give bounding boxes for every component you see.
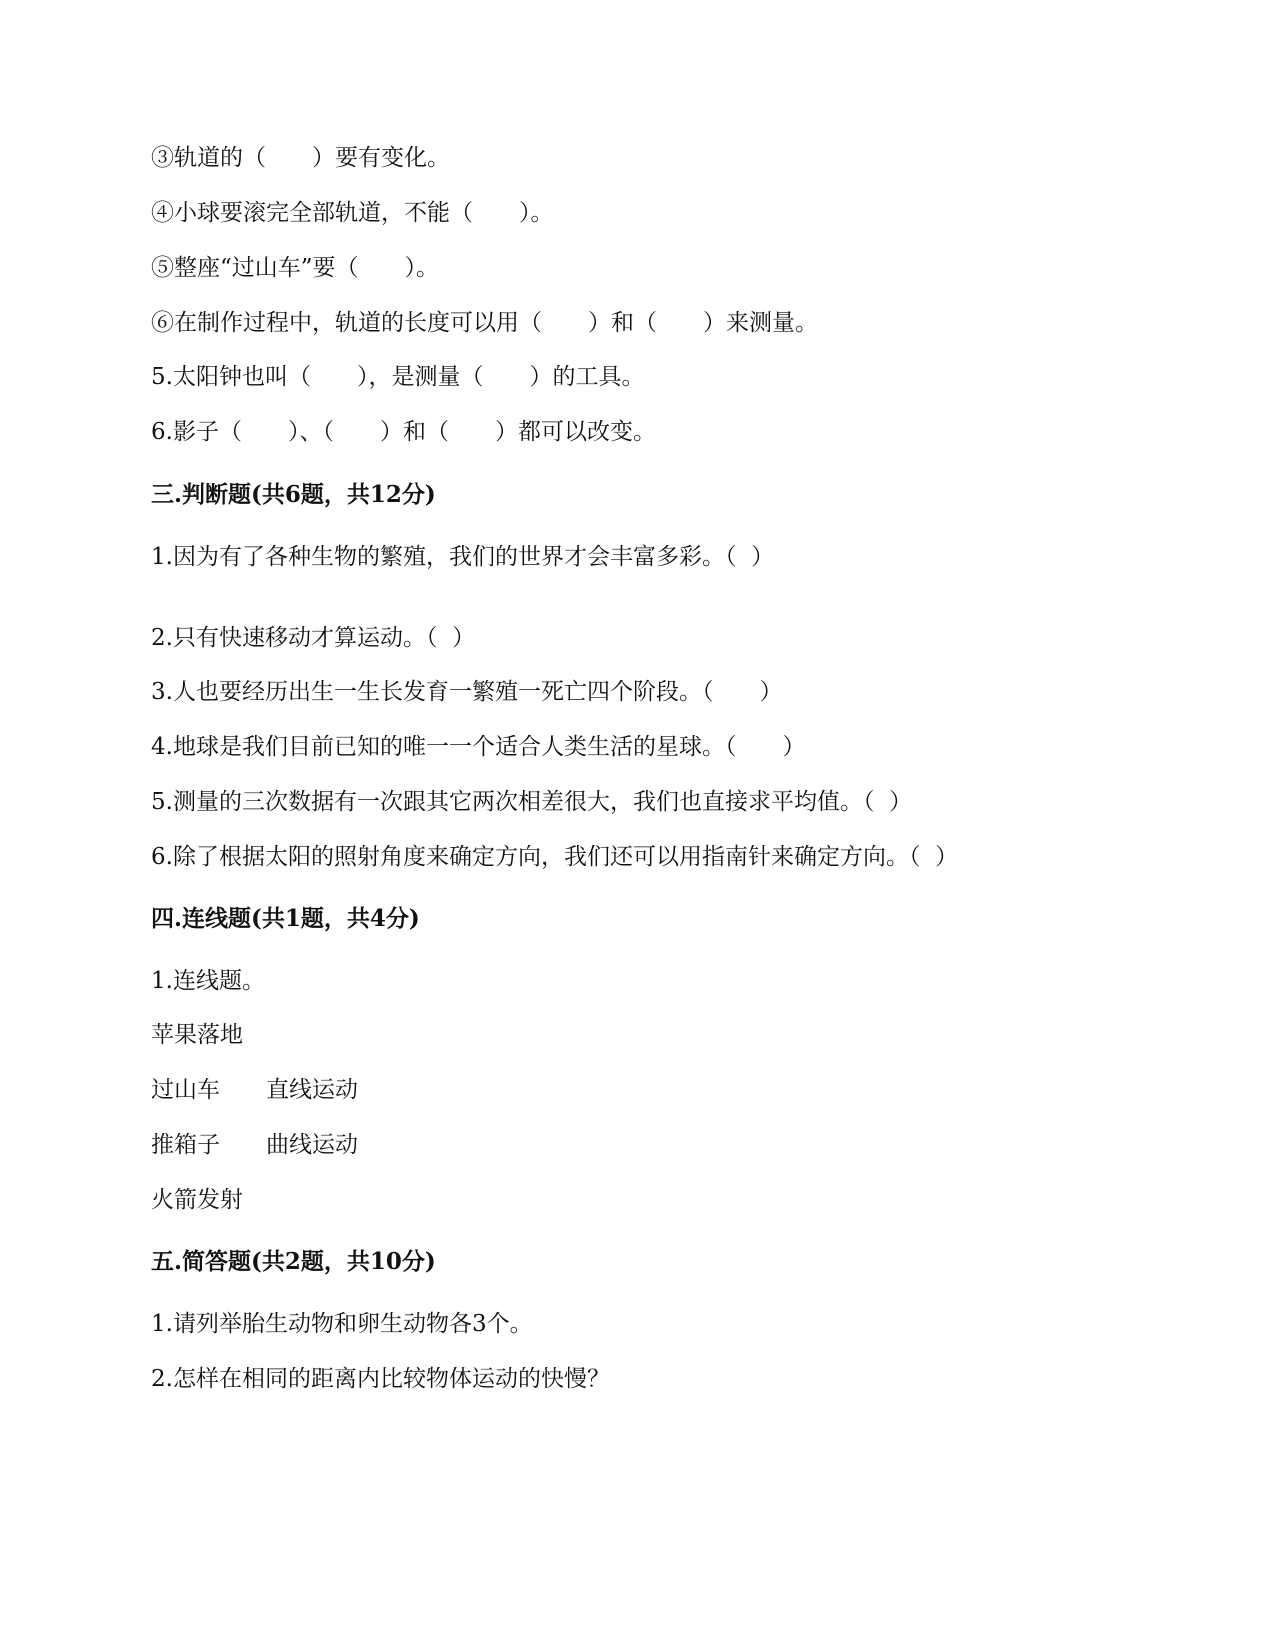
- judge-item-5: 5.测量的三次数据有一次跟其它两次相差很大，我们也直接求平均值。（ ）: [151, 789, 913, 815]
- match-row-2: 过山车 直线运动: [151, 1077, 358, 1103]
- fill-blank-6: ⑥在制作过程中，轨道的长度可以用（ ）和（ ）来测量。: [151, 310, 818, 336]
- fill-blank-5: ⑤整座“过山车”要（ ）。: [151, 255, 440, 281]
- match-row-3: 推箱子 曲线运动: [151, 1132, 358, 1158]
- short-answer-2: 2.怎样在相同的距离内比较物体运动的快慢？: [151, 1366, 610, 1392]
- judge-item-2: 2.只有快速移动才算运动。（ ）: [151, 625, 476, 651]
- question-shadow: 6.影子（ ）、（ ）和（ ）都可以改变。: [151, 419, 656, 445]
- match-row-4: 火箭发射: [151, 1187, 243, 1213]
- judge-item-6: 6.除了根据太阳的照射角度来确定方向，我们还可以用指南针来确定方向。（ ）: [151, 844, 959, 870]
- judge-item-1: 1.因为有了各种生物的繁殖，我们的世界才会丰富多彩。（ ）: [151, 544, 775, 570]
- fill-blank-3: ③轨道的（ ）要有变化。: [151, 145, 450, 171]
- match-row-1: 苹果落地: [151, 1022, 243, 1048]
- match-question: 1.连线题。: [151, 968, 265, 994]
- judge-item-4: 4.地球是我们目前已知的唯一一个适合人类生活的星球。（ ）: [151, 734, 806, 760]
- question-sundial: 5.太阳钟也叫（ ），是测量（ ）的工具。: [151, 364, 645, 390]
- short-answer-1: 1.请列举胎生动物和卵生动物各3个。: [151, 1311, 533, 1337]
- section-5-title: 五.简答题(共2题，共10分): [151, 1248, 436, 1275]
- section-3-title: 三.判断题(共6题，共12分): [151, 481, 436, 508]
- judge-item-3: 3.人也要经历出生一生长发育一繁殖一死亡四个阶段。（ ）: [151, 679, 783, 705]
- fill-blank-4: ④小球要滚完全部轨道，不能（ ）。: [151, 200, 554, 226]
- section-4-title: 四.连线题(共1题，共4分): [151, 905, 420, 932]
